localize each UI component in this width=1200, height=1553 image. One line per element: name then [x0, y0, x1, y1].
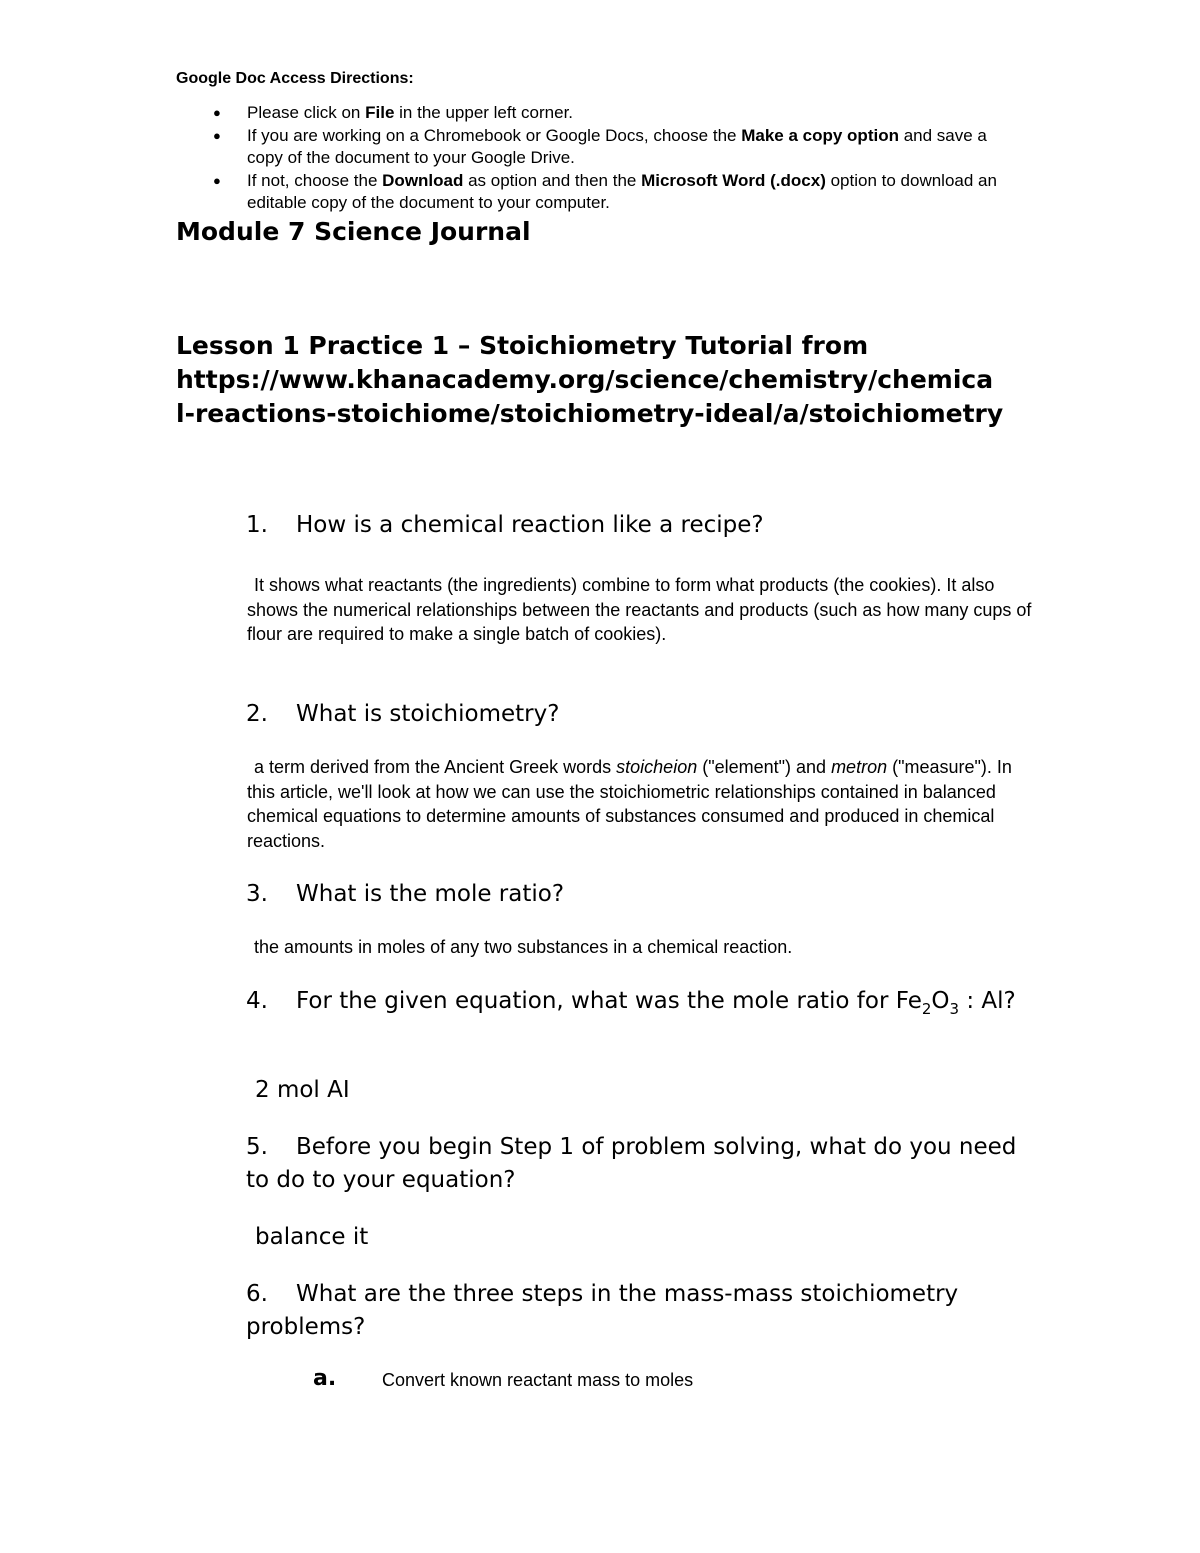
bullet-text: in the upper left corner. [394, 103, 574, 122]
answer-5: balance it [255, 1224, 369, 1250]
bullet-text: and save a copy of the document to your Google Drive. [247, 125, 987, 167]
question-number: 2. [246, 701, 268, 727]
subscript: 2 [921, 1000, 932, 1018]
answer-text: ("element") and [697, 757, 832, 777]
bullet-icon: ● [213, 127, 221, 143]
bullet-text: Please click on [247, 103, 366, 122]
answer-4: 2 mol AI [255, 1077, 350, 1103]
bullet-icon: ● [213, 105, 221, 120]
bullet-icon: ● [213, 172, 221, 188]
answer-term: stoicheion [616, 757, 698, 777]
bullet-text: If you are working on a Chromebook or Google Docs, choose the [247, 125, 742, 145]
question-number: 4. [246, 988, 268, 1014]
answer-term: metron [831, 757, 888, 777]
lesson-heading-line-3: l-reactions-stoichiome/stoichiometry-ideal/a/stoichiometry [176, 399, 1004, 428]
question-2 [246, 698, 1036, 731]
question-text: How is a chemical reaction like a recipe? [296, 512, 764, 538]
question-number: 1. [246, 512, 268, 538]
bullet-text: option to download an editable copy of the document to your computer. [247, 170, 997, 212]
answer-1: It shows what reactants (the ingredients) combine to form what products (the cookies). It also shows the numerical relationships between the reactants and products (such as how many cups of flour are required to make a single batch of cookies). [247, 575, 1032, 644]
question-text: For the given equation, what was the mole ratio for Fe [296, 988, 922, 1014]
bullet-bold-text: Make a copy option [741, 125, 899, 145]
question-number: 3. [246, 881, 268, 907]
question-text: What is stoichiometry? [296, 701, 560, 727]
question-6 [246, 1278, 1036, 1344]
question-number: 6. [246, 1281, 268, 1307]
question-1 [246, 509, 1036, 542]
bullet-text: If not, choose the [247, 170, 383, 190]
question-text: : Al? [959, 988, 1016, 1014]
question-text: What is the mole ratio? [296, 881, 565, 907]
access-bullet-item [213, 125, 1013, 170]
question-5 [246, 1131, 1036, 1197]
question-text: O [931, 988, 950, 1014]
question-3 [246, 878, 1036, 911]
bullet-bold-text: File [365, 103, 395, 122]
access-directions-title: Google Doc Access Directions: [176, 70, 414, 87]
answer-3: the amounts in moles of any two substances in a chemical reaction. [254, 937, 793, 957]
lesson-heading-line-2: https://www.khanacademy.org/science/chemistry/chemica [176, 365, 994, 394]
step-text: Convert known reactant mass to moles [382, 1370, 694, 1390]
access-bullet-item [213, 102, 1013, 125]
answer-2 [247, 755, 1037, 853]
question-text: What are the three steps in the mass-mass stoichiometry problems? [246, 1281, 959, 1340]
access-directions-list [213, 102, 1013, 215]
question-number: 5. [246, 1134, 268, 1160]
question-4 [246, 985, 1036, 1018]
subscript: 3 [949, 1000, 960, 1018]
answer-text: ("measure"). In this article, we'll look at how we can use the stoichiometric relationships contained in balanced chemical equations to determine amounts of substances consumed and produced in chemical reactions. [247, 757, 1012, 851]
bullet-bold-text: Download [382, 170, 464, 190]
journal-title: Module 7 Science Journal [176, 217, 531, 246]
access-bullet-item [213, 170, 1013, 215]
question-text: Before you begin Step 1 of problem solving, what do you need to do to your equation? [246, 1134, 1017, 1193]
bullet-bold-text: Microsoft Word (.docx) [641, 170, 826, 190]
lesson-heading-line-1: Lesson 1 Practice 1 – Stoichiometry Tutorial from [176, 331, 869, 360]
step-letter: a. [313, 1366, 337, 1391]
answer-text: a term derived from the Ancient Greek words [254, 757, 617, 777]
bullet-text: as option and then the [463, 170, 642, 190]
